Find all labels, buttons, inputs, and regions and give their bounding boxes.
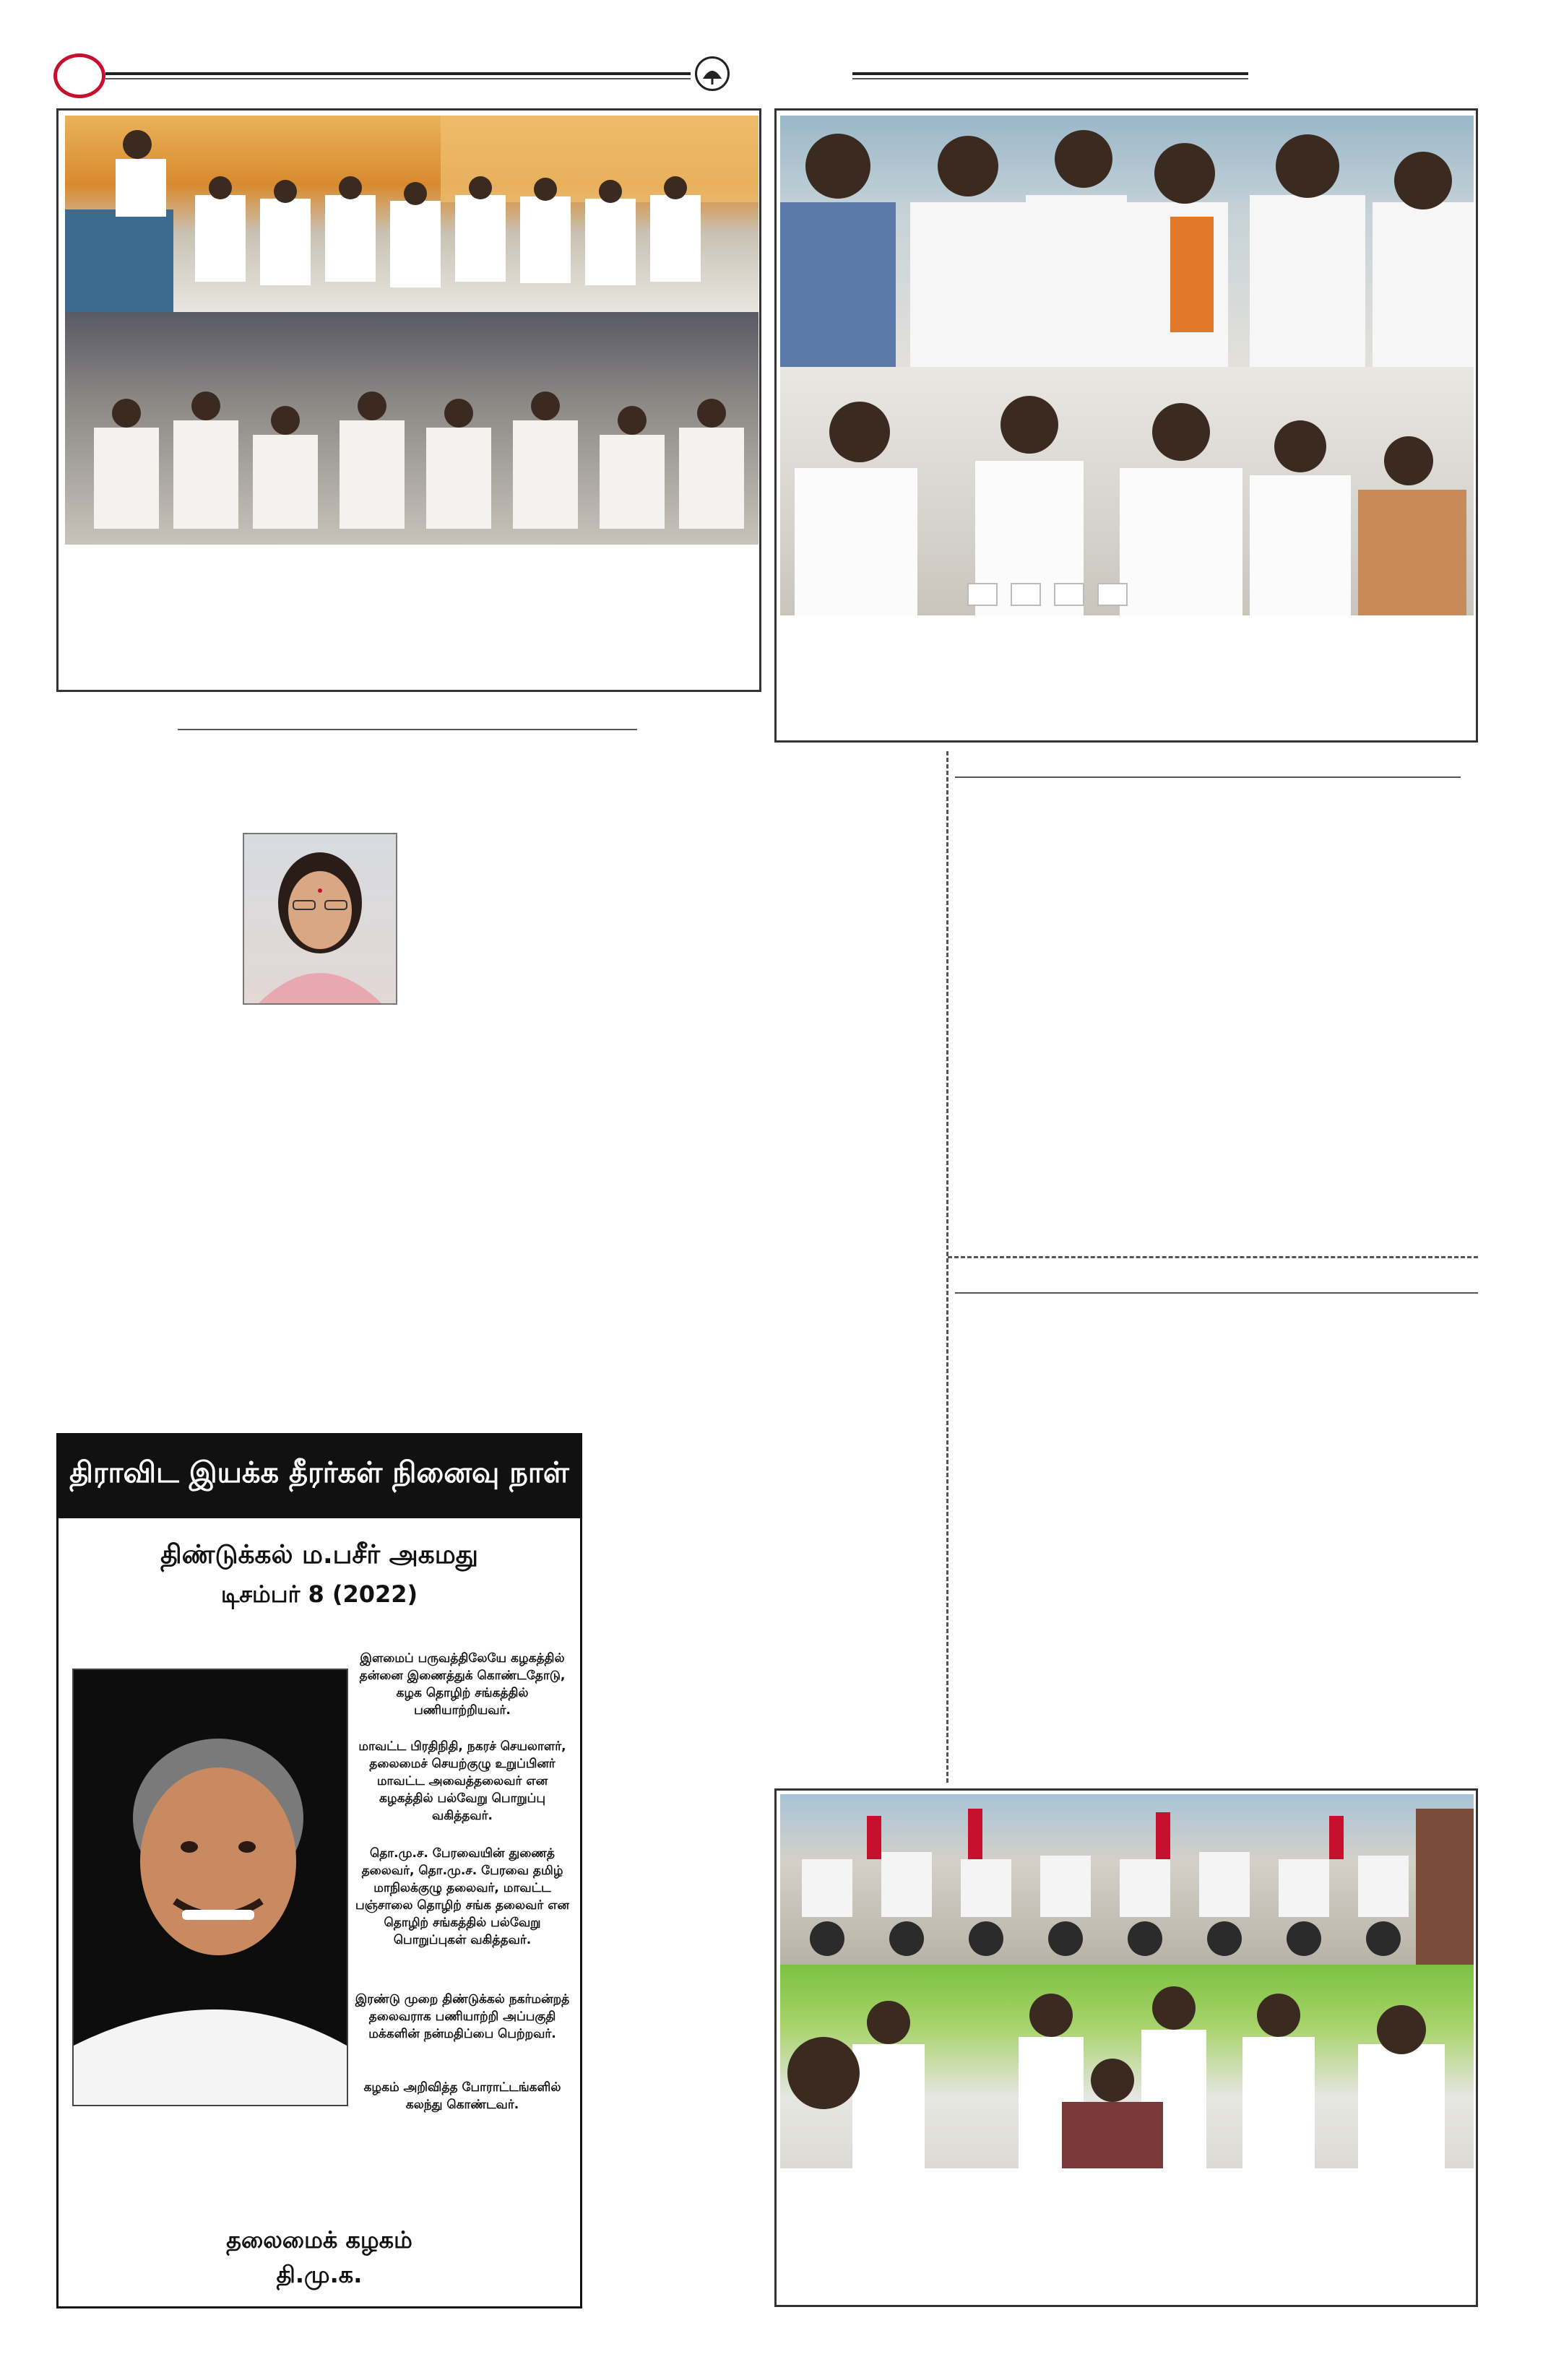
memorial-ad-header-bar (58, 1435, 581, 1518)
header-rule-left-thin (105, 78, 691, 79)
memorial-ad-date: டிசம்பர் 8 (2022) (220, 1580, 418, 1608)
header-rule-left (105, 72, 691, 75)
right-column-dashed-separator (948, 1256, 1478, 1258)
memorial-ad-paragraph-4: இரண்டு முறை திண்டுக்கல் நகர்மன்றத் தலைவராக பணியாற்றி அப்பகுதி மக்களின் நன்மதிப்பை பெற்றவர். (355, 1992, 570, 2041)
photo-stage-event (65, 116, 758, 312)
photo-distribution-top (780, 116, 1474, 367)
memorial-ad-paragraph-5: கழகம் அறிவித்த போராட்டங்களில் கலந்து கொண்டவர். (363, 2080, 561, 2112)
photo-medical-camp (780, 1965, 1474, 2168)
photo-portrait-woman (243, 833, 397, 1005)
right-column-rule-2 (955, 1292, 1478, 1294)
photo-bike-rally (780, 1794, 1474, 1965)
memorial-ad-name: திண்டுக்கல் ம.பசீர் அகமது (160, 1540, 478, 1570)
memorial-ad-header: திராவிட இயக்க தீரர்கள் நினைவு நாள் (69, 1456, 569, 1489)
memorial-ad-footer-line2: தி.மு.க. (276, 2261, 363, 2288)
memorial-ad-portrait (72, 1669, 348, 2106)
memorial-ad-footer-line1: தலைமைக் கழகம் (226, 2226, 412, 2254)
memorial-ad-paragraph-2: மாவட்ட பிரதிநிதி, நகரச் செயலாளர், தலைமைச் செயற்குழு உறுப்பினர் மாவட்ட அவைத்தலைவர் என கழகத்தில் பல்வேறு பொறுப்பு வகித்தவர். (358, 1739, 566, 1823)
left-column-rule (178, 729, 637, 730)
rising-sun-emblem-icon (695, 56, 730, 91)
memorial-ad-paragraph-1: இளமைப் பருவத்திலேயே கழகத்தில் தன்னை இணைத்துக் கொண்டதோடு, கழக தொழிற் சங்கத்தில் பணியாற்றியவர். (359, 1651, 566, 1718)
memorial-ad-paragraph-3: தொ.மு.ச. பேரவையின் துணைத் தலைவர், தொ.மு.ச. பேரவை தமிழ் மாநிலக்குழு தலைவர், மாவட்ட பஞ்சாலை தொழிற் சங்க தலைவர் என தொழிற் சங்கத்தில் பல்வேறு பொறுப்புகள் வகித்தவர். (355, 1846, 569, 1947)
photo-audience (65, 312, 758, 545)
header-rule-right (852, 72, 1248, 75)
column-divider-vertical (946, 751, 948, 1783)
photo-distribution-bottom (780, 367, 1474, 615)
header-rule-right-thin (852, 78, 1248, 79)
red-circle-icon (53, 53, 105, 98)
right-column-rule-1 (955, 776, 1461, 778)
